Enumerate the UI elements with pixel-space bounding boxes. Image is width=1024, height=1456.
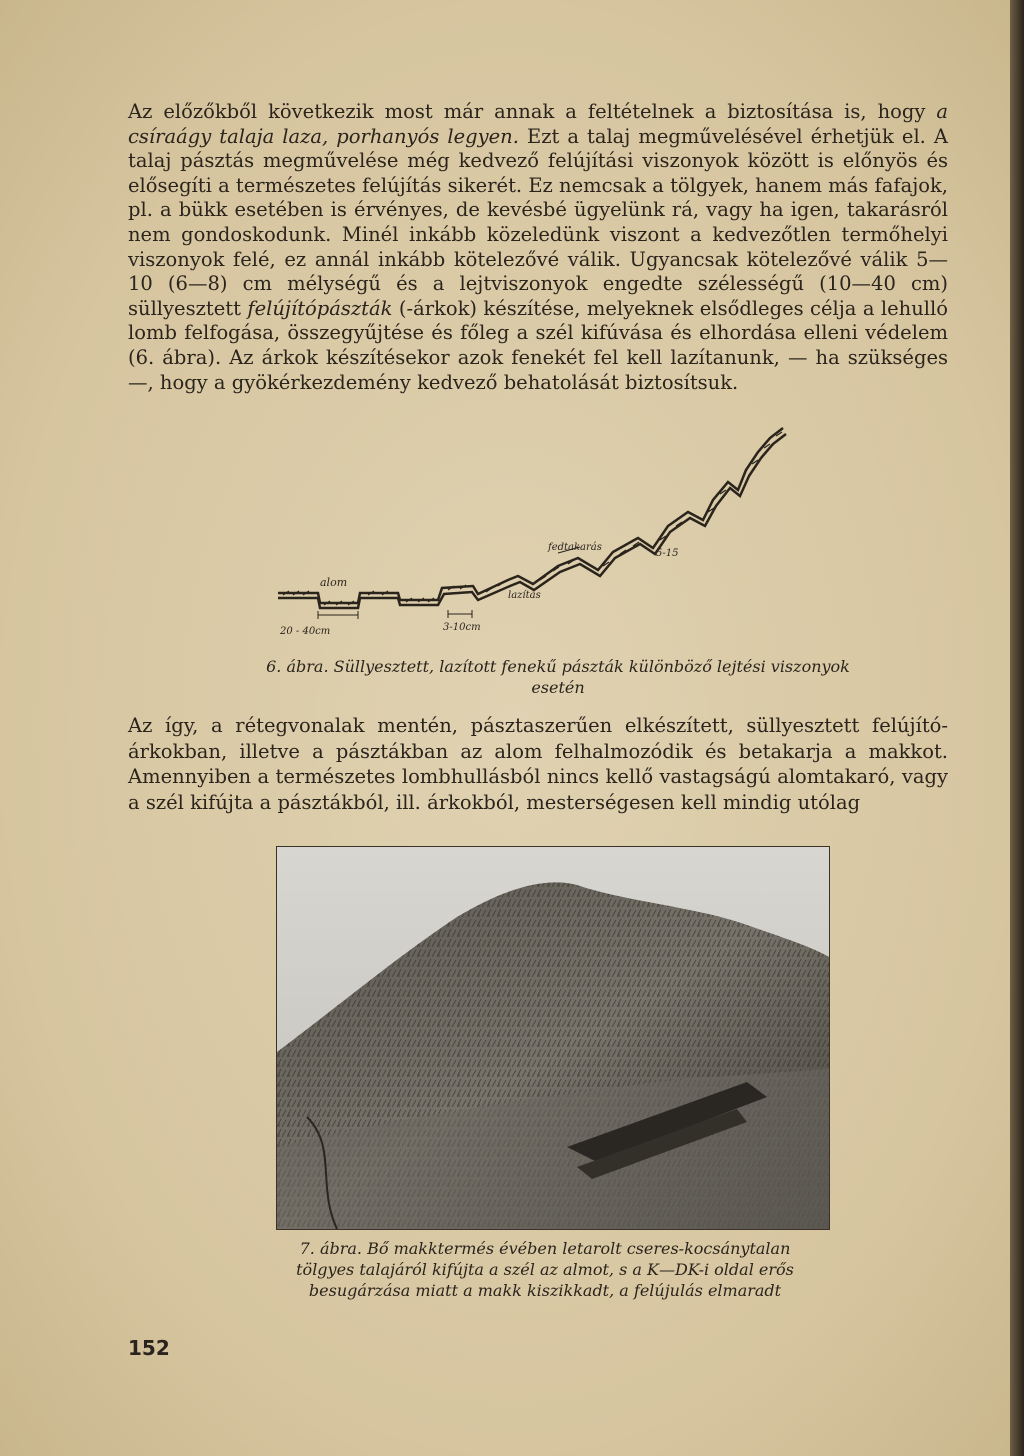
p1-tail: (-árkok) készítése, melyeknek elsődleges célja a lehulló lomb felfogása, összegyűjtése és főleg a szél kifúvása és elhordása elleni védelem (6. ábra). Az árkok készítésekor azok fenekét fel kell lazítanunk, — ha szükséges —, hogy a gyökérkezdemény kedvező behatolását biztosítsuk.	[128, 296, 948, 394]
p1-italic-term: felújítópászták	[247, 296, 393, 320]
figure-6-caption	[258, 656, 858, 698]
figure-7-photo	[276, 846, 830, 1230]
fig6-caption-number: 6. ábra.	[266, 657, 329, 676]
fig6-label-depth: 3-10cm	[443, 622, 481, 633]
fig6-label-takaras: fedtakarás	[548, 542, 602, 553]
figure-6-diagram	[258, 408, 818, 648]
paragraph-2: Az így, a rétegvonalak mentén, pásztaszerűen elkészített, süllyesztett felújítóárkokban, illetve a pásztákban az alom felhalmozódik és betakarja a makkot. Amennyiben a természetes lombhullásból nincs kellő vastagságú alomtakaró, vagy a szél kifújta a pásztákból, ill. árkokból, mesterségesen kell mindig utólag	[128, 714, 948, 814]
p1-line2-rest: Ezt a talaj megművelésével érhetjük	[518, 124, 894, 148]
fig7-caption-number: 7. ábra.	[299, 1239, 362, 1258]
fig6-label-alom: alom	[320, 576, 348, 589]
paragraph-1	[128, 100, 948, 395]
fig6-label-lazitas: lazítás	[508, 590, 541, 601]
fig6-caption-text: Süllyesztett, lazított fenekű pászták különböző lejtési viszonyok esetén	[333, 657, 850, 697]
page-number: 152	[128, 1336, 170, 1360]
figure-7-caption	[270, 1238, 820, 1301]
fig6-label-slope-depth: 5-15	[656, 548, 679, 559]
fig7-caption-text: Bő makktermés évében letarolt cseres-kocsánytalan tölgyes talajáról kifújta a szél az almot, s a K—DK-i oldal erős besugárzása miatt a makk kiszikkadt, a felújulás elmaradt	[296, 1239, 794, 1300]
p1-italic-phrase: a csíraágy talaja laza, porhanyós legyen.	[128, 100, 948, 148]
fig6-label-width: 20 - 40cm	[280, 626, 331, 637]
page-edge-shadow	[1010, 0, 1024, 1456]
p1-body: el. A talaj pásztás megművelése még kedvező felújítási viszonyok között is előnyös és elősegíti a természetes felújítás sikerét. Ez nemcsak a tölgyek, hanem más fafajok, pl. a bükk esetében is érvényes, de kevésbé ügyelünk rá, vagy ha igen, takarásról nem gondoskodunk. Minél inkább közeledünk viszont a kedvezőtlen termőhelyi viszonyok felé, ez annál inkább kötelezővé válik. Ugyancsak kötelezővé válik 5—10 (6—8) cm mélységű és a lejtviszonyok engedte szélességű (10—40 cm) süllyesztett	[128, 124, 948, 320]
p1-line1: Az előzőkből következik most már annak a feltételnek a biztosítása is, hogy	[128, 100, 926, 123]
